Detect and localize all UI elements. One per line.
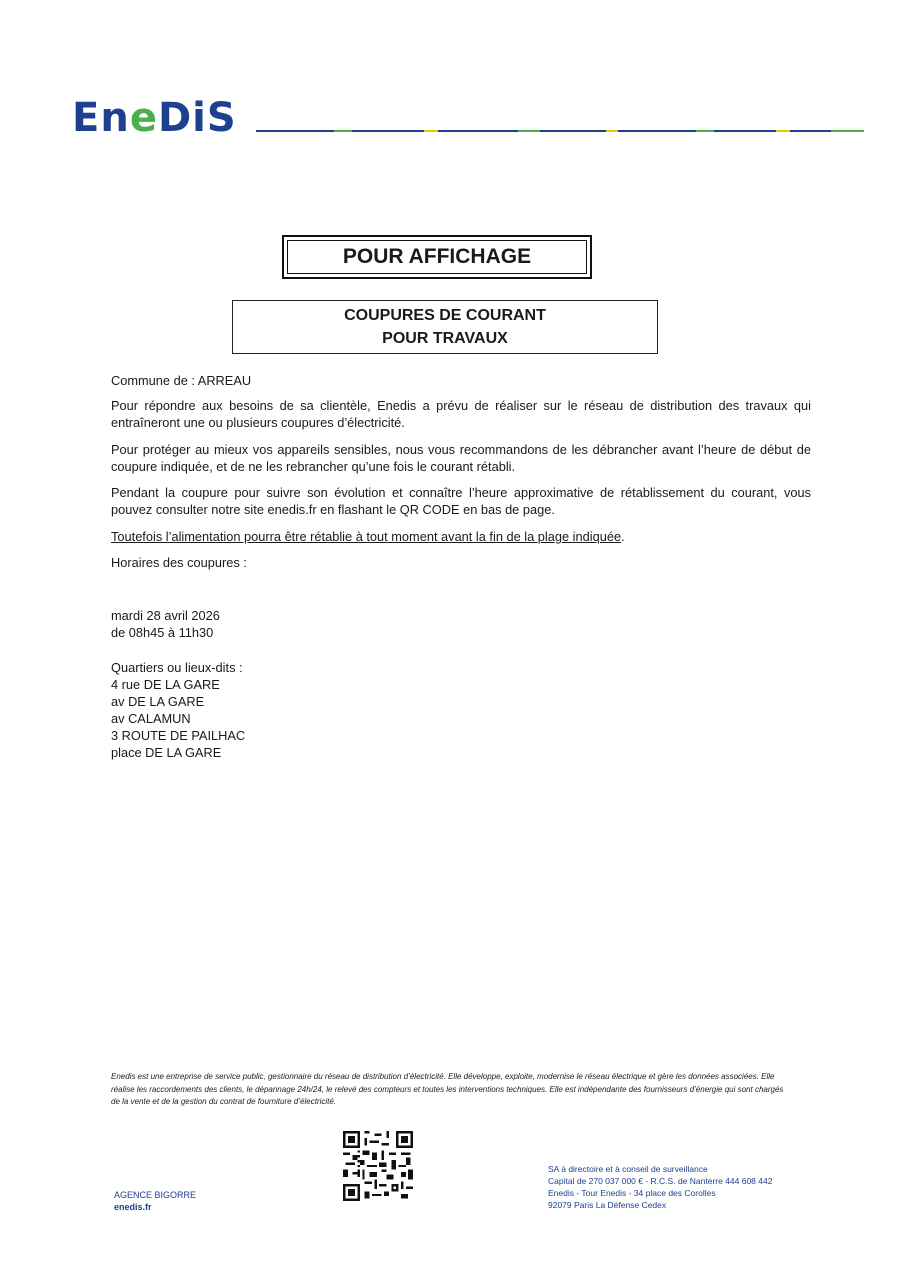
qr-code-icon[interactable] (343, 1131, 413, 1201)
company-line: SA à directoire et à conseil de surveillance (548, 1164, 708, 1174)
warning-end: . (621, 529, 625, 544)
notice-subtitle-line1: COUPURES DE COURANT (344, 307, 546, 324)
place-item: 4 rue DE LA GARE (111, 677, 220, 692)
company-line: 92079 Paris La Défense Cedex (548, 1200, 667, 1210)
outage-date: mardi 28 avril 2026 (111, 608, 220, 623)
paragraph-1: Pour répondre aux besoins de sa clientèle, Enedis a prévu de réaliser sur le réseau de distribution des travaux qui entraîneront une ou plusieurs coupures d’électricité. (111, 398, 811, 430)
logo-wordmark: EneDiS (72, 95, 237, 141)
warning-line (111, 528, 811, 545)
outage-time: de 08h45 à 11h30 (111, 625, 214, 640)
places-list (111, 676, 811, 761)
header-divider-line (256, 130, 864, 133)
place-item: av DE LA GARE (111, 694, 205, 709)
place-item: av CALAMUN (111, 711, 191, 726)
notice-title-box (282, 235, 592, 279)
notice-subtitle-line2: POUR TRAVAUX (382, 330, 508, 347)
paragraph-3: Pendant la coupure pour suivre son évolution et connaître l’heure approximative de rétablissement du courant, vous pouvez consulter notre site enedis.fr en flashant le QR CODE en bas de page. (111, 485, 811, 517)
paragraph-2: Pour protéger au mieux vos appareils sensibles, nous vous recommandons de les débrancher avant l’heure de début de coupure indiquée, et de ne les rebrancher qu’une fois le courant rétabli. (111, 442, 811, 474)
warning-text: Toutefois l’alimentation pourra être rétablie à tout moment avant la fin de la plage indiquée (111, 529, 622, 544)
agency-block (114, 1189, 196, 1213)
website-link[interactable]: enedis.fr (114, 1202, 152, 1212)
company-line: Enedis - Tour Enedis - 34 place des Corolles (548, 1188, 716, 1198)
company-info (548, 1163, 772, 1211)
place-item: 3 ROUTE DE PAILHAC (111, 728, 246, 743)
place-item: place DE LA GARE (111, 745, 222, 760)
agency-name: AGENCE BIGORRE (114, 1190, 197, 1200)
enedis-logo (72, 96, 252, 140)
notice-title: POUR AFFICHAGE (287, 240, 587, 274)
company-line: Capital de 270 037 000 € - R.C.S. de Nanterre 444 608 442 (548, 1176, 773, 1186)
commune-line: Commune de : ARREAU (111, 373, 252, 388)
schedule-label: Horaires des coupures : (111, 555, 247, 570)
places-label: Quartiers ou lieux-dits : (111, 660, 243, 675)
notice-subtitle-box (232, 300, 658, 354)
legal-notice: Enedis est une entreprise de service public, gestionnaire du réseau de distribution d’électricité. Elle développe, exploite, modernise le réseau électrique et gère les données associées. Elle réalise les raccordements des clients, le dépannage 24h/24, le relevé des compteurs et toutes les interventions techniques. Elle est indépendante des fournisseurs d’énergie qui sont chargés de la vente et de la gestion du contrat de fourniture d’électricité. (111, 1072, 784, 1106)
